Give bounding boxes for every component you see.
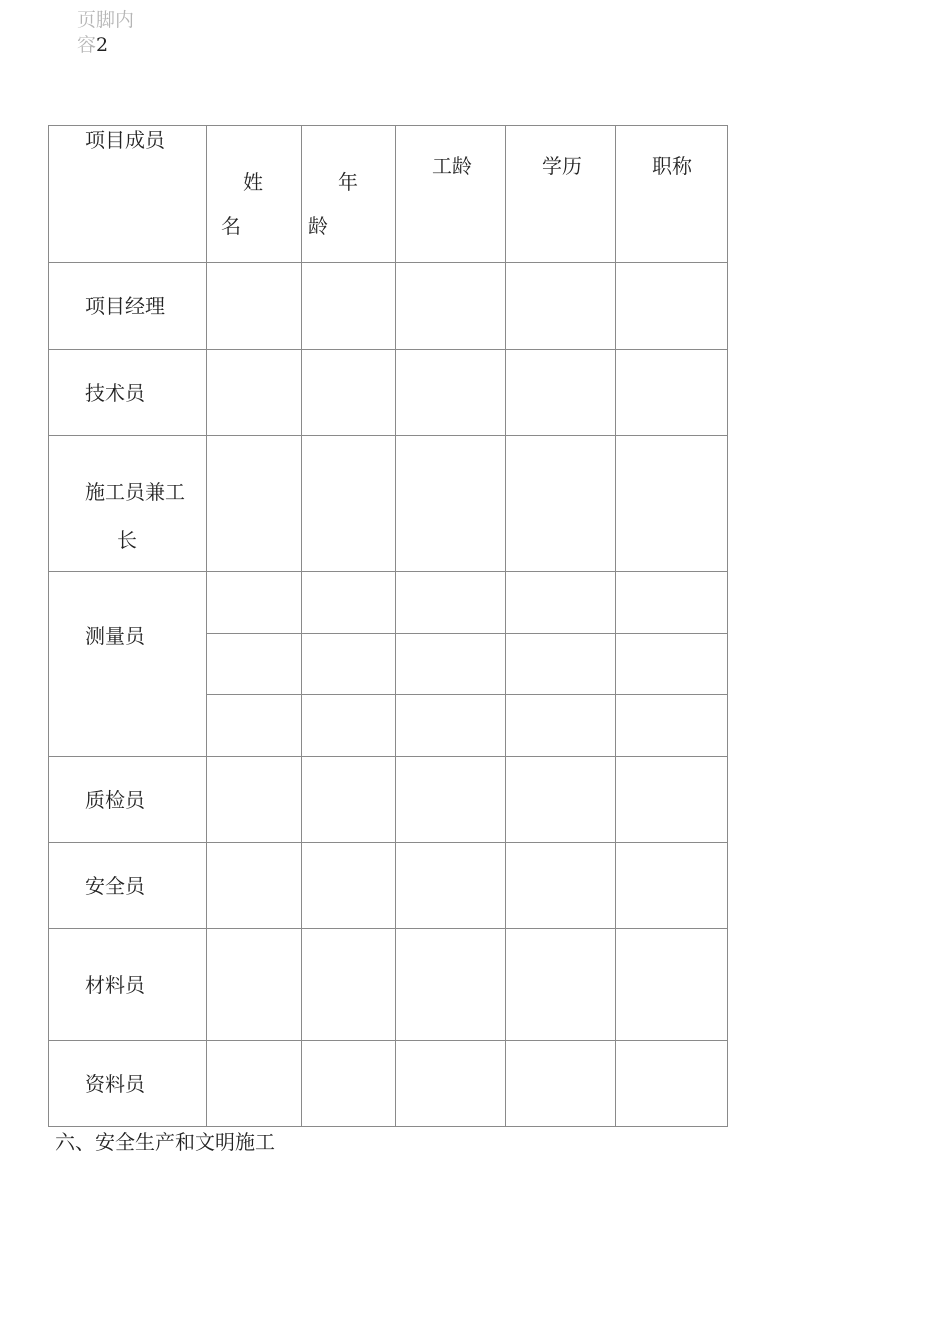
header-role: 项目成员 [85, 128, 165, 152]
empty-cell [616, 695, 728, 757]
table-row [49, 572, 728, 634]
header-education-cell [506, 126, 616, 263]
page-footer [77, 8, 149, 58]
header-name-top: 姓 [243, 170, 263, 194]
empty-cell [616, 1041, 728, 1127]
table-row [49, 350, 728, 436]
empty-cell [302, 843, 396, 929]
role-qc: 质检员 [85, 787, 145, 812]
table-header-row [49, 126, 728, 263]
table-row [49, 929, 728, 1041]
role-material: 材料员 [85, 972, 145, 997]
table-row [49, 436, 728, 572]
empty-cell [396, 843, 506, 929]
empty-cell [506, 263, 616, 350]
header-name-cell [207, 126, 302, 263]
empty-cell [396, 263, 506, 350]
role-cell [49, 350, 207, 436]
empty-cell [616, 263, 728, 350]
empty-cell [616, 634, 728, 695]
role-docs: 资料员 [85, 1071, 145, 1096]
header-name-bottom: 名 [221, 214, 241, 238]
table-row [49, 263, 728, 350]
empty-cell [396, 929, 506, 1041]
empty-cell [302, 757, 396, 843]
empty-cell [506, 634, 616, 695]
role-cell [49, 436, 207, 572]
role-cell [49, 1041, 207, 1127]
empty-cell [207, 1041, 302, 1127]
empty-cell [302, 263, 396, 350]
role-cell [49, 263, 207, 350]
header-age-cell [302, 126, 396, 263]
header-education: 学历 [542, 154, 582, 178]
project-staff-table [48, 125, 728, 1127]
empty-cell [506, 929, 616, 1041]
empty-cell [207, 436, 302, 572]
role-construction-top: 施工员兼工 [85, 480, 185, 504]
empty-cell [396, 695, 506, 757]
footer-text: 页脚内容 [77, 9, 135, 56]
empty-cell [396, 350, 506, 436]
header-age-top: 年 [338, 170, 358, 194]
role-tech: 技术员 [85, 380, 145, 405]
empty-cell [396, 634, 506, 695]
header-age-bottom: 龄 [308, 214, 328, 238]
empty-cell [207, 572, 302, 634]
role-surveyor: 测量员 [85, 624, 145, 648]
empty-cell [302, 436, 396, 572]
section-heading: 六、安全生产和文明施工 [55, 1130, 275, 1154]
empty-cell [616, 843, 728, 929]
empty-cell [396, 572, 506, 634]
empty-cell [616, 929, 728, 1041]
empty-cell [616, 757, 728, 843]
empty-cell [207, 843, 302, 929]
header-role-cell [49, 126, 207, 263]
empty-cell [616, 436, 728, 572]
empty-cell [506, 572, 616, 634]
header-seniority: 工龄 [432, 154, 472, 178]
empty-cell [207, 634, 302, 695]
empty-cell [302, 1041, 396, 1127]
empty-cell [302, 572, 396, 634]
empty-cell [506, 695, 616, 757]
empty-cell [616, 350, 728, 436]
header-seniority-cell [396, 126, 506, 263]
role-cell [49, 843, 207, 929]
empty-cell [207, 350, 302, 436]
empty-cell [396, 436, 506, 572]
header-title-cell [616, 126, 728, 263]
empty-cell [616, 572, 728, 634]
footer-page-number: 2 [96, 34, 109, 56]
empty-cell [506, 1041, 616, 1127]
empty-cell [207, 695, 302, 757]
empty-cell [396, 757, 506, 843]
header-title: 职称 [652, 154, 692, 178]
role-safety: 安全员 [85, 873, 145, 898]
empty-cell [506, 757, 616, 843]
empty-cell [207, 929, 302, 1041]
empty-cell [302, 634, 396, 695]
empty-cell [396, 1041, 506, 1127]
role-construction-bottom: 长 [117, 528, 137, 552]
role-cell [49, 572, 207, 757]
empty-cell [302, 929, 396, 1041]
empty-cell [506, 350, 616, 436]
role-cell [49, 929, 207, 1041]
empty-cell [207, 263, 302, 350]
empty-cell [506, 436, 616, 572]
role-pm: 项目经理 [85, 294, 165, 318]
empty-cell [302, 350, 396, 436]
table-row [49, 1041, 728, 1127]
table-row [49, 843, 728, 929]
empty-cell [207, 757, 302, 843]
empty-cell [302, 695, 396, 757]
empty-cell [506, 843, 616, 929]
role-cell [49, 757, 207, 843]
table-row [49, 757, 728, 843]
